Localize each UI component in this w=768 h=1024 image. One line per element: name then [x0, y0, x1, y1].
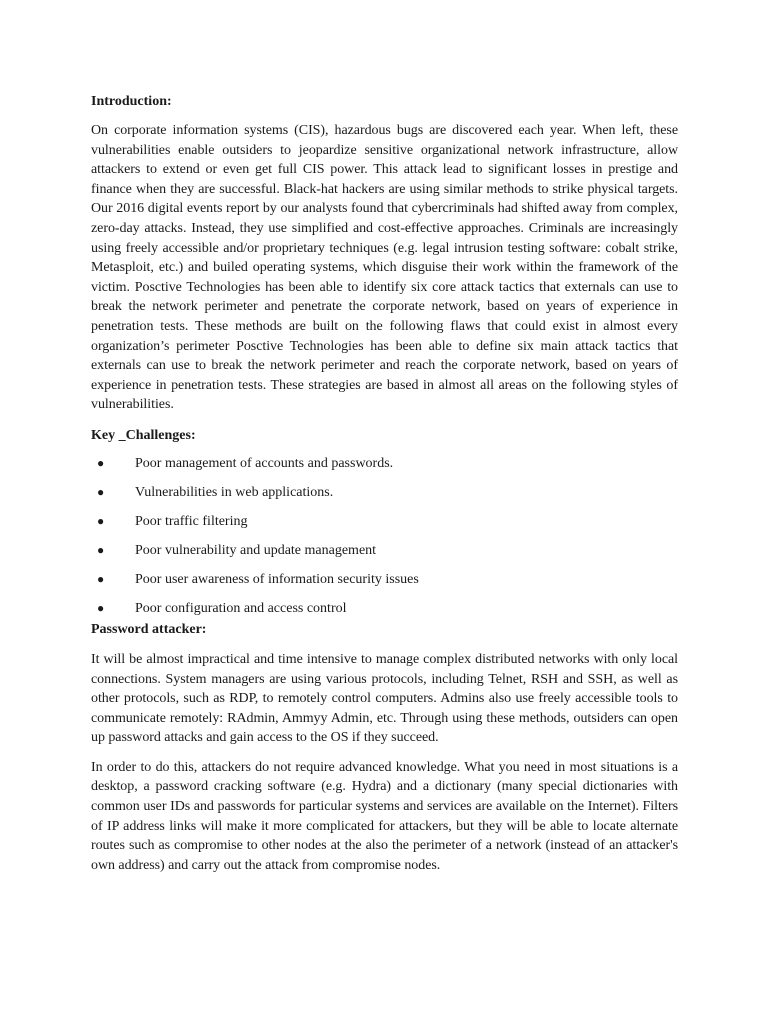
introduction-heading: Introduction:	[91, 94, 172, 109]
list-item	[91, 482, 678, 511]
list-item-text: Poor management of accounts and passwords.	[135, 455, 394, 471]
list-item	[91, 569, 678, 598]
list-item-text: Poor user awareness of information security issues	[135, 571, 419, 587]
list-item-text: Poor traffic filtering	[135, 513, 248, 529]
list-item-text: Vulnerabilities in web applications.	[135, 484, 334, 500]
key-challenges-list	[91, 453, 678, 627]
document-page	[91, 92, 678, 875]
password-attacker-paragraph-1: It will be almost impractical and time intensive to manage complex distributed networks with only local connections. System managers are using various protocols, including Telnet, RSH and SSH, as well as other protocols, such as RDP, to remotely control computers. Admins also use freely accessible tools to communicate remotely: RAdmin, Ammyy Admin, etc. Through using these methods, outsiders can open up password attacks and gain access to the OS if they succeed.	[91, 651, 678, 746]
bullet-icon: ●	[97, 571, 105, 586]
key-challenges-heading: Key _Challenges:	[91, 427, 196, 443]
password-attacker-heading: Password attacker:	[91, 621, 207, 637]
bullet-icon: ●	[97, 484, 105, 499]
list-item	[91, 511, 678, 540]
bullet-icon: ●	[97, 542, 105, 557]
list-item-text: Poor vulnerability and update management	[135, 542, 377, 558]
introduction-paragraph: On corporate information systems (CIS), hazardous bugs are discovered each year. When left, these vulnerabilities enable outsiders to jeopardize sensitive organizational network infrastructure, allow attackers to extend or even get full CIS power. This attack lead to significant losses in prestige and finance when they are successful. Black-hat hackers are using similar methods to strike physical targets. Our 2016 digital events report by our analysts found that cybercriminals had shifted away from complex, zero-day attacks. Instead, they use simplified and cost-effective approaches. Criminals are increasingly using freely accessible and/or proprietary techniques (e.g. legal intrusion testing software: cobalt strike, Metasploit, etc.) and builed operating systems, which disguise their work within the framework of the victim. Posctive Technologies has been able to identify six core attack tactics that externals can use to break the network perimeter and penetrate the corporate network, based on years of experience in penetration tests. These methods are built on the following flaws that could exist in almost every organization’s perimeter Posctive Technologies has been able to define six main attack tactics that externals can use to break the network perimeter and reach the corporate network, based on years of experience in penetration tests. These strategies are based in almost all areas on the following styles of vulnerabilities.	[91, 123, 678, 413]
password-attacker-paragraph-2: In order to do this, attackers do not require advanced knowledge. What you need in most situations is a desktop, a password cracking software (e.g. Hydra) and a dictionary (many special dictionaries with common user IDs and passwords for particular systems and services are available on the Internet). Filters of IP address links will make it more complicated for attackers, but they will be able to locate alternate routes such as compromise to other nodes at the also the perimeter of a network (instead of an attacker's own address) and carry out the attack from compromise nodes.	[91, 759, 678, 873]
list-item	[91, 540, 678, 569]
list-item	[91, 453, 678, 482]
bullet-icon: ●	[97, 455, 105, 470]
bullet-icon: ●	[97, 600, 105, 615]
list-item-text: Poor configuration and access control	[135, 600, 347, 616]
bullet-icon: ●	[97, 513, 105, 528]
